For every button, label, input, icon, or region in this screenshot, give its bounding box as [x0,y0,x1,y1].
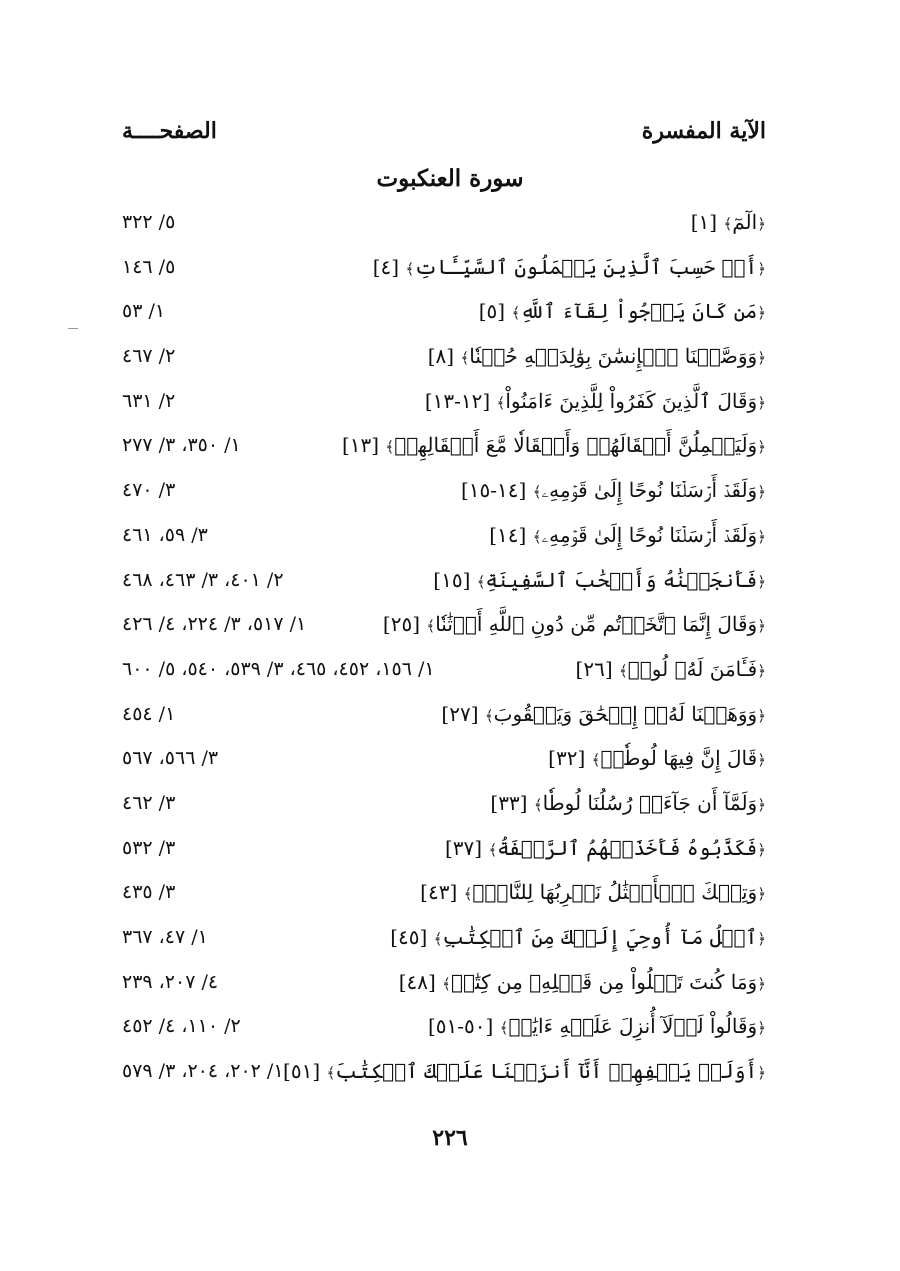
ornament-open-icon: ﴿ [757,840,766,859]
ornament-close-icon: ﴾ [488,840,498,859]
index-row [0,826,900,871]
verse-cell [425,379,766,425]
verse-text: فَـَٔامَنَ لَهُۥ لُوطٞ [627,656,758,681]
index-row [0,960,900,1005]
ornament-close-icon: ﴾ [433,930,443,948]
verse-text: وَقَالَ ٱلَّذِينَ كَفَرُواْ لِلَّذِينَ ءَامَنُواْ [505,388,758,413]
verse-cell [433,558,766,604]
verse-cell [489,513,766,559]
ornament-open-icon: ﴿ [757,483,766,502]
verse-text: وَلَقَدۡ أَرۡسَلۡنَا نُوحًا إِلَىٰ قَوۡمِهِۦ [541,522,758,547]
ornament-open-icon: ﴿ [757,259,766,278]
page-reference: ٣/ ٤٧٠ [122,479,176,502]
ornament-close-icon: ﴾ [405,259,415,278]
verse-cell [373,245,766,291]
ornament-close-icon: ﴾ [532,527,542,546]
index-row [0,647,900,692]
ornament-open-icon: ﴿ [757,438,766,457]
ornament-open-icon: ﴿ [757,572,766,591]
page-reference: ٢/ ٤٠١، ٣/ ٤٦٣، ٤٦٨ [122,568,284,591]
index-row [0,379,900,424]
verse-number: [٥٠-٥١] [427,1014,494,1039]
verse-number: [٨] [427,344,455,369]
verse-cell [383,602,766,648]
ornament-open-icon: ﴿ [757,751,766,770]
verse-number: [٤٥] [390,925,428,949]
index-row [0,200,900,245]
verse-number: [٣٣] [490,790,528,815]
page-reference: ٢/ ٦٣١ [122,389,176,412]
verse-text: وَمَا كُنتَ تَتۡلُواْ مِن قَبۡلِهِۦ مِن كِتَٰبٖ [450,969,758,994]
page-number: ٢٢٦ [432,1125,468,1151]
ornament-close-icon: ﴾ [618,661,628,680]
ornament-close-icon: ﴾ [463,885,473,904]
ornament-close-icon: ﴾ [532,483,542,502]
ornament-open-icon: ﴿ [757,661,766,680]
verse-text: وَوَهَبۡنَا لَهُۥٓ إِسۡحَٰقَ وَيَعۡقُوبَ [493,701,758,726]
verse-number: [٥] [478,299,506,324]
ornament-open-icon: ﴿ [757,215,766,233]
page-reference: ٣/ ٤٣٥ [122,881,176,904]
index-row [0,245,900,290]
verse-column-header: الآية المفسرة [641,118,766,144]
index-row [0,781,900,826]
verse-text: وَلَقَدۡ أَرۡسَلۡنَا نُوحًا إِلَىٰ قَوۡمِهِۦ [541,478,758,503]
index-row [0,602,900,647]
page-reference: ١/ ٢٠٢، ٢٠٤، ٣/ ٥٧٩ [122,1060,284,1083]
ornament-close-icon: ﴾ [326,1064,336,1083]
verse-index-list [0,200,900,1094]
page-reference: ١/ ١٥٦، ٤٥٢، ٤٦٥، ٣/ ٥٣٩، ٥٤٠، ٥/ ٦٠٠ [122,657,435,680]
verse-cell [428,334,766,380]
verse-cell [428,1004,766,1050]
ornament-close-icon: ﴾ [442,974,451,993]
verse-cell [576,647,766,693]
index-row [0,736,900,781]
verse-cell [461,468,766,514]
verse-text: وَتِلۡكَ ٱلۡأَمۡثَٰلُ نَضۡرِبُهَا لِلنَّاسِۖ [472,880,758,905]
ornament-open-icon: ﴿ [757,393,766,412]
page-reference: ١/ ٤٧، ٣٦٧ [122,926,208,948]
verse-cell [420,870,766,916]
ornament-close-icon: ﴾ [484,706,494,725]
ornament-open-icon: ﴿ [757,930,766,948]
page-reference: ٥/ ١٤٦ [122,255,176,278]
index-row [0,513,900,558]
verse-number: [٤] [372,254,400,279]
ornament-close-icon: ﴾ [723,215,733,233]
page-reference: ٢/ ٤٦٧ [122,345,176,368]
verse-number: [١٤] [489,522,527,547]
verse-cell [283,1049,766,1095]
verse-number: [٣٢] [548,746,586,771]
verse-text: وَوَصَّيۡنَا ٱلۡإِنسَٰنَ بِوَٰلِدَيۡهِ حُسۡنٗا [469,344,758,369]
verse-cell [342,423,766,469]
ornament-close-icon: ﴾ [496,393,506,412]
page-reference: ١/ ٤٥٤ [122,702,176,725]
verse-text: وَلَمَّآ أَن جَآءَتۡ رُسُلُنَا لُوطٗا [542,790,758,815]
index-row [0,334,900,379]
page-reference: ١/ ٣٥٠، ٣/ ٢٧٧ [122,434,241,457]
ornament-open-icon: ﴿ [757,617,766,636]
verse-text: ٱتۡلُ مَآ أُوحِيَ إِلَيۡكَ مِنَ ٱلۡكِتَٰبِ [442,925,758,949]
page-reference: ٣/ ٥٩، ٤٦١ [122,523,208,546]
verse-text: وَلَيَحۡمِلُنَّ أَثۡقَالَهُمۡ وَأَثۡقَالٗا مَّعَ أَثۡقَالِهِمۡ [394,433,758,458]
ornament-open-icon: ﴿ [757,1064,766,1083]
ornament-open-icon: ﴿ [757,349,766,368]
page-reference: ١/ ٥٣ [122,300,166,323]
index-row [0,1049,900,1094]
page-reference: ٤/ ٢٠٧، ٢٣٩ [122,970,219,993]
ornament-close-icon: ﴾ [499,1019,509,1038]
index-row [0,1004,900,1049]
page-reference: ٣/ ٤٦٢ [122,791,176,814]
verse-number: [٢٥] [382,612,421,637]
verse-number: [٤٨] [398,969,436,994]
verse-number: [١٢-١٣] [424,388,491,413]
verse-cell [445,826,766,872]
verse-number: [١٥] [433,567,471,592]
index-row [0,468,900,513]
verse-text: الٓمٓ [732,210,758,234]
index-row [0,870,900,915]
page-reference: ٣/ ٥٦٦، ٥٦٧ [122,747,219,770]
verse-text: فَكَذَّبُوهُ فَأَخَذَتۡهُمُ ٱلرَّجۡفَةُ [497,835,758,860]
verse-text: قَالَ إِنَّ فِيهَا لُوطٗاۚ [600,746,758,771]
verse-text: مَن كَانَ يَرۡجُواْ لِقَآءَ ٱللَّهِ [520,299,758,324]
verse-cell [441,692,766,738]
ornament-open-icon: ﴿ [757,974,766,993]
verse-cell [691,200,766,246]
ornament-close-icon: ﴾ [460,349,470,368]
page-reference: ٥/ ٣٢٢ [122,211,176,233]
verse-cell [399,960,766,1006]
ornament-close-icon: ﴾ [385,438,395,457]
verse-cell [548,736,766,782]
ornament-close-icon: ﴾ [591,751,601,770]
page-column-header: الصفحــــة [122,118,217,144]
verse-number: [٢٧] [441,701,479,726]
verse-text: فَأَنجَيۡنَٰهُ وَأَصۡحَٰبَ ٱلسَّفِينَةِ [485,567,758,592]
verse-number: [٤٣] [420,880,458,905]
page-reference: ٣/ ٥٣٢ [122,836,176,859]
index-row [0,558,900,603]
index-row [0,289,900,334]
ornament-close-icon: ﴾ [533,795,543,814]
verse-text: أَمۡ حَسِبَ ٱلَّذِينَ يَعۡمَلُونَ ٱلسَّيِّـَٔاتِ [414,254,758,279]
verse-text: أَوَلَمۡ يَكۡفِهِمۡ أَنَّآ أَنزَلۡنَا عَلَيۡكَ ٱلۡكِتَٰبَ [335,1059,758,1084]
verse-number: [١٤-١٥] [460,478,527,503]
verse-number: [١] [690,210,718,234]
verse-number: [١٣] [341,433,380,458]
verse-cell [490,781,766,827]
ornament-close-icon: ﴾ [476,572,486,591]
page-reference: ١/ ٥١٧، ٣/ ٢٢٤، ٤/ ٤٢٦ [122,613,307,636]
ornament-open-icon: ﴿ [757,1019,766,1038]
ornament-close-icon: ﴾ [426,617,436,636]
verse-cell [479,289,766,335]
index-row [0,423,900,468]
verse-number: [٥١] [283,1059,321,1084]
surah-title: سورة العنكبوت [376,165,524,192]
ornament-open-icon: ﴿ [757,795,766,814]
ornament-open-icon: ﴿ [757,706,766,725]
ornament-open-icon: ﴿ [757,885,766,904]
verse-text: وَقَالَ إِنَّمَا ٱتَّخَذۡتُم مِّن دُونِ ٱللَّهِ أَوۡثَٰنٗا [435,612,758,637]
ornament-close-icon: ﴾ [511,304,521,323]
verse-cell [390,915,766,961]
verse-number: [٣٧] [444,835,483,860]
verse-text: وَقَالُواْ لَوۡلَآ أُنزِلَ عَلَيۡهِ ءَايَٰتٞ [508,1014,758,1039]
page-reference: ٢/ ١١٠، ٤/ ٤٥٢ [122,1015,241,1038]
index-row [0,915,900,960]
ornament-open-icon: ﴿ [757,527,766,546]
index-row [0,692,900,737]
ornament-open-icon: ﴿ [757,304,766,323]
verse-number: [٢٦] [575,656,613,681]
